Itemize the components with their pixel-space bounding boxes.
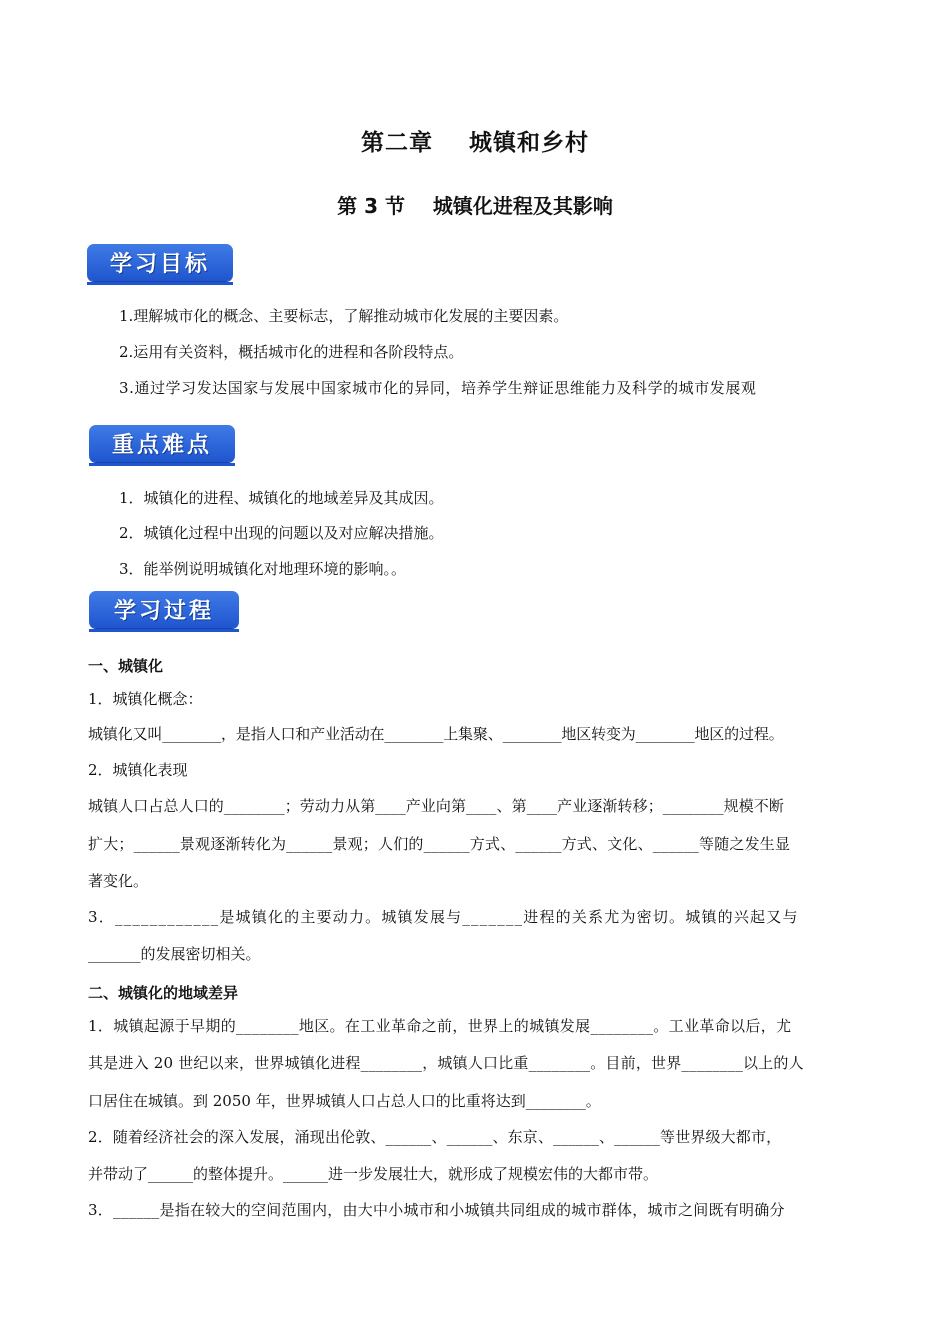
content-line: 其是进入 20 世纪以来，世界城镇化进程________，城镇人口比重________。目前，世界________以上的人 [88, 1054, 804, 1072]
content-line: 3．____________是城镇化的主要动力。城镇发展与_______进程的关系尤为密切。城镇的兴起又与 [88, 908, 799, 926]
content-line: _______的发展密切相关。 [88, 945, 261, 963]
section-heading: 一、城镇化 [88, 657, 164, 675]
key-point-item: 2．城镇化过程中出现的问题以及对应解决措施。 [119, 524, 444, 542]
content-line: 2．随着经济社会的深入发展，涌现出伦敦、______、______、东京、______、______等世界级大都市， [88, 1128, 782, 1146]
objective-item: 2.运用有关资料，概括城市化的进程和各阶段特点。 [119, 343, 464, 361]
key-point-item: 1．城镇化的进程、城镇化的地域差异及其成因。 [119, 489, 444, 507]
process-badge-underline [89, 629, 239, 632]
content-line: 口居住在城镇。到 2050 年，世界城镇人口占总人口的比重将达到________。 [88, 1092, 601, 1110]
content-line: 城镇人口占总人口的________；劳动力从第____产业向第____、第____产业逐渐转移；________规模不断 [88, 797, 785, 815]
objectives-badge: 学习目标 [87, 244, 233, 281]
content-line: 并带动了______的整体提升。______进一步发展壮大，就形成了规模宏伟的大都市带。 [88, 1165, 659, 1183]
objectives-badge-underline [87, 282, 233, 285]
key-points-badge-underline [89, 463, 235, 466]
content-line: 城镇化又叫________，是指人口和产业活动在________上集聚、________地区转变为________地区的过程。 [88, 725, 784, 743]
process-badge: 学习过程 [89, 591, 239, 628]
section-title: 第 3 节 城镇化进程及其影响 [337, 194, 613, 218]
content-line: 1．城镇起源于早期的________地区。在工业革命之前，世界上的城镇发展________。工业革命以后，尤 [88, 1017, 792, 1035]
content-line: 1．城镇化概念： [88, 690, 203, 708]
chapter-title: 第二章 城镇和乡村 [360, 130, 590, 156]
content-line: 2．城镇化表现 [88, 761, 188, 779]
key-points-badge: 重点难点 [89, 425, 235, 462]
content-line: 扩大；______景观逐渐转化为______景观；人们的______方式、______方式、文化、______等随之发生显 [88, 835, 791, 853]
key-point-item: 3．能举例说明城镇化对地理环境的影响。。 [119, 560, 407, 578]
section-heading: 二、城镇化的地域差异 [88, 984, 239, 1002]
objective-item: 1.理解城市化的概念、主要标志，了解推动城市化发展的主要因素。 [119, 307, 569, 325]
content-line: 3．______是指在较大的空间范围内，由大中小城市和小城镇共同组成的城市群体，城市之间既有明确分 [88, 1201, 785, 1219]
objective-item: 3.通过学习发达国家与发展中国家城市化的异同，培养学生辩证思维能力及科学的城市发展观 [119, 379, 757, 397]
content-line: 著变化。 [88, 872, 149, 890]
